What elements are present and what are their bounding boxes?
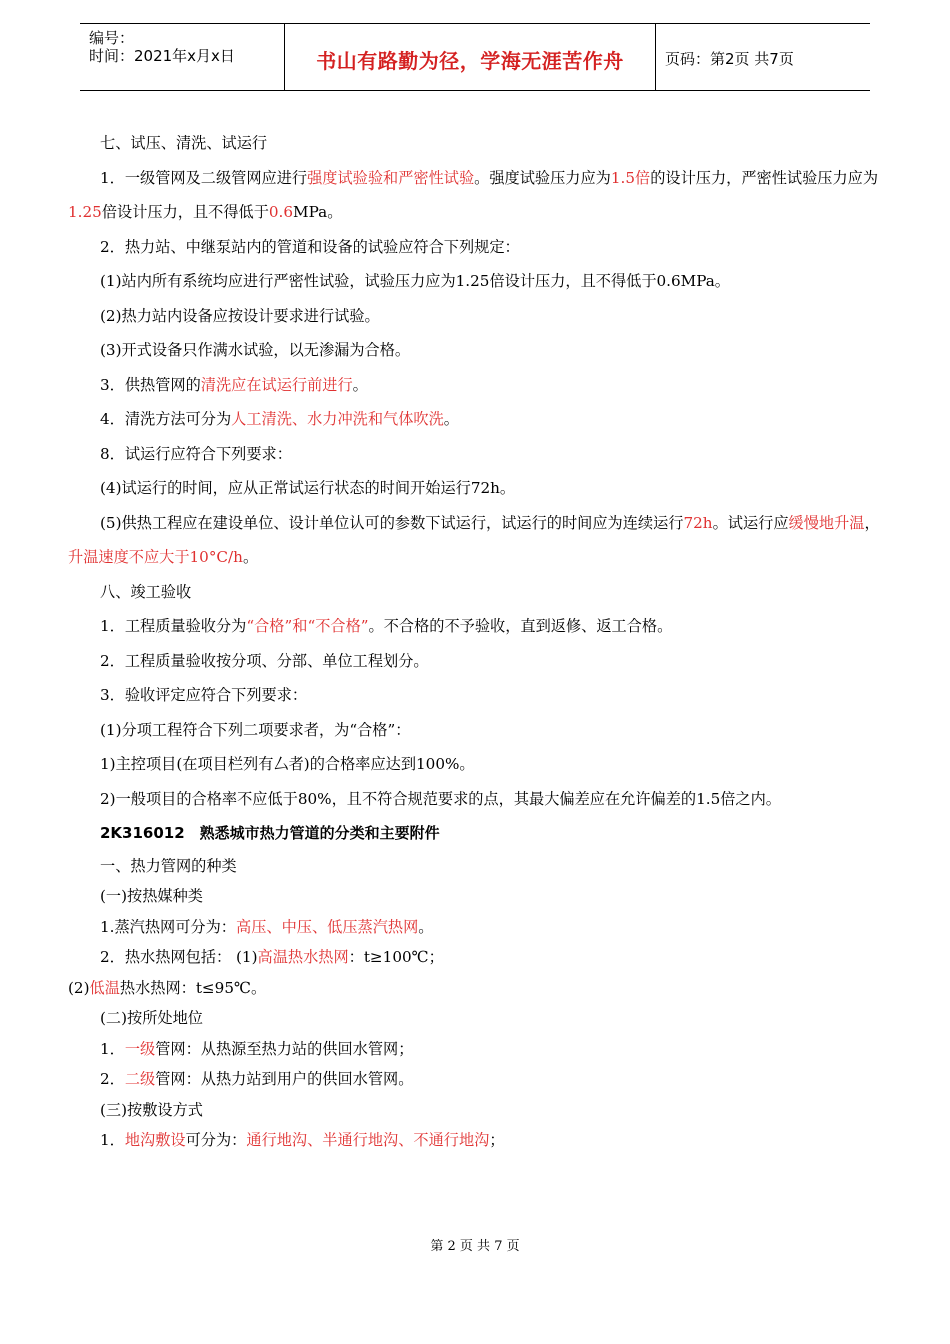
text-run: 。试运行应 bbox=[712, 513, 789, 532]
paragraph: 3．验收评定应符合下列要求： bbox=[100, 686, 308, 704]
paragraph: (4)试运行的时间，应从正常试运行状态的时间开始运行72h。 bbox=[100, 479, 516, 497]
page-footer: 第 2 页 共 7 页 bbox=[430, 1239, 520, 1254]
text-run: 。不合格的不予验收，直到返修、返工合格。 bbox=[368, 617, 673, 635]
highlight-text: 强度试验验和严密性试验 bbox=[307, 168, 475, 187]
text-run: 3．供热管网的 bbox=[100, 375, 201, 394]
header-divider-right bbox=[655, 24, 656, 90]
text-run: 可分为： bbox=[185, 1131, 247, 1149]
paragraph bbox=[68, 912, 883, 943]
text-run: 。 bbox=[352, 375, 368, 394]
subheading: (一)按热媒种类 bbox=[100, 887, 203, 905]
paragraph bbox=[68, 942, 883, 973]
header-page-label: 页码：第2页 共7页 bbox=[665, 50, 794, 68]
highlight-text: 72h bbox=[683, 513, 713, 532]
text-run: 管网：从热力站到用户的供回水管网。 bbox=[155, 1070, 414, 1088]
highlight-text: 人工清洗、水力冲洗和气体吹洗 bbox=[231, 410, 444, 428]
text-run: 热水热网：t≤95℃。 bbox=[119, 978, 267, 997]
section-heading: 八、竣工验收 bbox=[100, 582, 192, 601]
paragraph: (3)开式设备只作满水试验，以无渗漏为合格。 bbox=[100, 341, 411, 359]
text-run: 。 bbox=[242, 548, 259, 566]
highlight-text: 地沟敷设 bbox=[124, 1131, 186, 1149]
paragraph bbox=[68, 973, 883, 1004]
text-run: 。 bbox=[443, 410, 459, 428]
header-time-label: 时间：2021年x月x日 bbox=[89, 47, 235, 65]
text-run: ； bbox=[489, 1131, 505, 1149]
highlight-text: 0.6 bbox=[268, 203, 294, 221]
text-run: 的设计压力，严密性试验压力应为 bbox=[650, 168, 879, 187]
paragraph: (1)站内所有系统均应进行严密性试验，试验压力应为1.25倍设计压力，且不得低于0.6MPa。 bbox=[100, 272, 730, 290]
header-motto: 书山有路勤为径，学海无涯苦作舟 bbox=[316, 49, 624, 73]
text-run: 1.蒸汽热网可分为： bbox=[100, 917, 236, 936]
highlight-text: 高压、中压、低压蒸汽热网 bbox=[236, 917, 419, 936]
paragraph: 2．工程质量验收按分项、分部、单位工程划分。 bbox=[100, 651, 429, 670]
paragraph: (1)分项工程符合下列二项要求者，为“合格”： bbox=[100, 720, 411, 739]
paragraph bbox=[68, 506, 883, 575]
text-run: 2．热水热网包括： (1) bbox=[100, 948, 258, 966]
subheading: (二)按所处地位 bbox=[100, 1009, 203, 1027]
paragraph bbox=[68, 1034, 883, 1065]
text-run: (5)供热工程应在建设单位、设计单位认可的参数下试运行，试运行的时间应为连续运行 bbox=[100, 513, 684, 532]
header-number-label: 编号： bbox=[89, 29, 135, 47]
paragraph: (2)热力站内设备应按设计要求进行试验。 bbox=[100, 306, 380, 325]
paragraph bbox=[68, 609, 883, 644]
text-run: (2) bbox=[68, 978, 90, 997]
text-run: 1． bbox=[100, 1131, 125, 1149]
text-run: 。 bbox=[418, 917, 434, 936]
text-run: 1． bbox=[100, 1039, 125, 1058]
paragraph: 2．热力站、中继泵站内的管道和设备的试验应符合下列规定： bbox=[100, 237, 520, 256]
paragraph: 1)主控项目(在项目栏列有厶者)的合格率应达到100%。 bbox=[100, 755, 475, 773]
highlight-text: 通行地沟、半通行地沟、不通行地沟 bbox=[246, 1131, 490, 1149]
paragraph: 8．试运行应符合下列要求： bbox=[100, 444, 292, 463]
text-run: 1．工程质量验收分为 bbox=[100, 617, 247, 635]
text-run: MPa。 bbox=[293, 203, 343, 221]
document-body bbox=[68, 126, 883, 1156]
paragraph bbox=[68, 161, 883, 230]
header-meta bbox=[89, 29, 235, 65]
text-run: 管网：从热源至热力站的供回水管网； bbox=[155, 1039, 414, 1058]
highlight-text: 1.25 bbox=[68, 203, 102, 221]
section-title: 2K316012 熟悉城市热力管道的分类和主要附件 bbox=[100, 824, 440, 842]
highlight-text: 1.5倍 bbox=[610, 168, 651, 187]
highlight-text: 一级 bbox=[124, 1039, 156, 1058]
highlight-text: “合格”和“不合格” bbox=[246, 617, 369, 635]
text-run: ， bbox=[864, 513, 880, 532]
highlight-text: 高温热水热网 bbox=[257, 948, 349, 966]
paragraph bbox=[68, 402, 883, 437]
paragraph bbox=[68, 1125, 883, 1156]
text-run: 倍设计压力，且不得低于 bbox=[101, 203, 269, 221]
highlight-text: 缓慢地升温 bbox=[788, 513, 865, 532]
page-header bbox=[80, 23, 870, 91]
text-run: 。强度试验压力应为 bbox=[474, 168, 611, 187]
paragraph bbox=[68, 368, 883, 403]
text-run: 4．清洗方法可分为 bbox=[100, 410, 232, 428]
highlight-text: 二级 bbox=[124, 1070, 156, 1088]
text-run: 1．一级管网及二级管网应进行 bbox=[100, 168, 308, 187]
classification-block bbox=[68, 851, 883, 1156]
paragraph bbox=[68, 1064, 883, 1095]
highlight-text: 清洗应在试运行前进行 bbox=[200, 375, 353, 394]
text-run: 2． bbox=[100, 1070, 125, 1088]
highlight-text: 低温 bbox=[89, 978, 120, 997]
paragraph: 2)一般项目的合格率不应低于80%，且不符合规范要求的点，其最大偏差应在允许偏差的1.5倍之内。 bbox=[100, 789, 781, 808]
highlight-text: 升温速度不应大于10°C/h bbox=[68, 548, 243, 566]
section-heading: 一、热力管网的种类 bbox=[100, 856, 237, 875]
subheading: (三)按敷设方式 bbox=[100, 1100, 203, 1119]
text-run: ：t≥100℃； bbox=[348, 948, 444, 966]
section-heading: 七、试压、清洗、试运行 bbox=[100, 134, 268, 152]
